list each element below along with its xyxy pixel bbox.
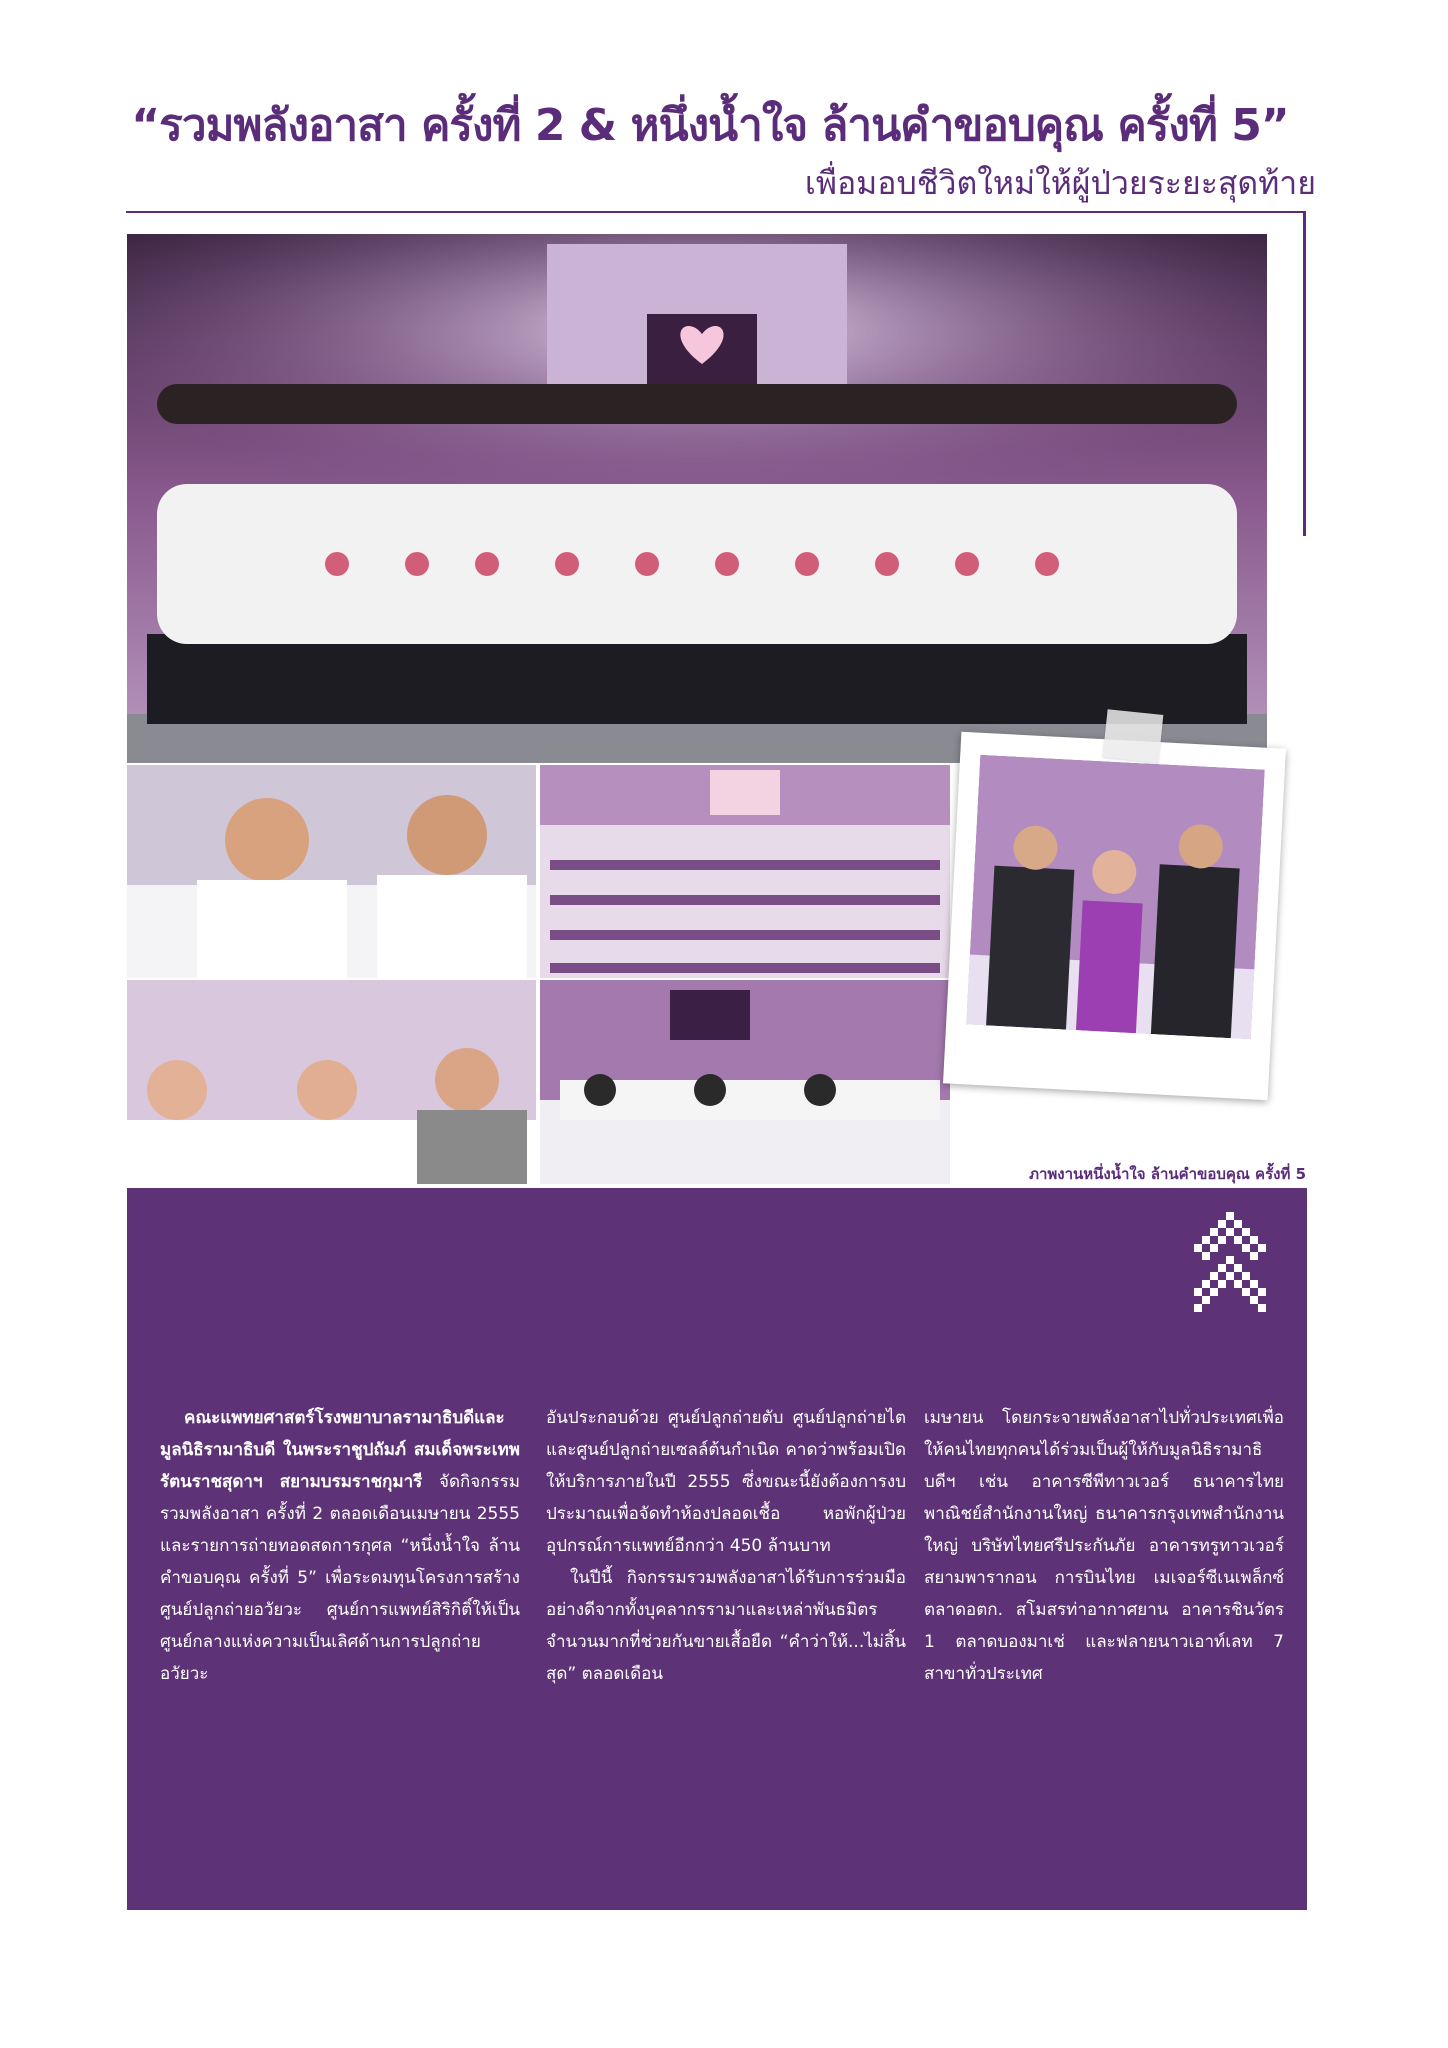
hosts-photo — [966, 755, 1265, 1040]
side-divider — [1303, 211, 1306, 536]
article-col2-paragraph-1: อันประกอบด้วย ศูนย์ปลูกถ่ายตับ ศูนย์ปลูกถ่ายไตและศูนย์ปลูกถ่ายเซลล์ต้นกำเนิด คาดว่าพร้อมเปิดให้บริการภายในปี 2555 ซึ่งขณะนี้ยังต้องการงบประมาณเพื่อจัดทำห้องปลอดเชื้อ หอพักผู้ป่วย อุปกรณ์การแพทย์อีกกว่า 450 ล้านบาท — [546, 1408, 906, 1556]
doctors-on-phone-photo — [127, 765, 536, 978]
page-title: “รวมพลังอาสา ครั้งที่ 2 & หนึ่งน้ำใจ ล้านคำขอบคุณ ครั้งที่ 5” — [131, 100, 1289, 151]
article-col3-paragraph-1: เมษายน โดยกระจายพลังอาสาไปทั่วประเทศเพื่อให้คนไทยทุกคนได้ร่วมเป็นผู้ให้กับมูลนิธิรามาธิบดีฯ เช่น อาคารซีพีทาวเวอร์ ธนาคารไทยพาณิชย์สำนักงานใหญ่ ธนาคารกรุงเทพสำนักงานใหญ่ บริษัทไทยศรีประกันภัย อาคารทรูทาวเวอร์ สยามพารากอน การบินไทย เมเจอร์ซีเนเพล็กซ์ ตลาดอตก. สโมสรท่าอากาศยาน อาคารชินวัตร 1 ตลาดบองมาเช่ และฟลายนาวเอาท์เลท 7 สาขาทั่วประเทศ — [924, 1408, 1284, 1684]
page-subtitle: เพื่อมอบชีวิตใหม่ให้ผู้ป่วยระยะสุดท้าย — [804, 164, 1316, 202]
polaroid-photo-frame — [943, 732, 1286, 1101]
article-col1-text: จัดกิจกรรมรวมพลังอาสา ครั้งที่ 2 ตลอดเดือนเมษายน 2555 และรายการถ่ายทอดสดการกุศล “หนึ่งน้ำใจ ล้านคำขอบคุณ ครั้งที่ 5” เพื่อระดมทุนโครงการสร้างศูนย์ปลูกถ่ายอวัยวะ ศูนย์การแพทย์สิริกิติ์ให้เป็นศูนย์กลางแห่งความเป็นเลิศด้านการปลูกถ่ายอวัยวะ — [160, 1472, 520, 1684]
article-lead: คณะแพทยศาสตร์โรงพยาบาลรามาธิบดีและมูลนิธิรามาธิบดี ในพระราชูปถัมภ์ สมเด็จพระเทพรัตนราชสุดาฯ สยามบรมราชกุมารี — [160, 1408, 520, 1492]
article-column-2 — [546, 1402, 906, 1690]
nurses-volunteers-photo — [127, 980, 536, 1184]
volunteers-at-desks-photo — [540, 980, 950, 1184]
title-divider — [126, 211, 1306, 213]
article-column-3 — [924, 1402, 1284, 1690]
tape-decoration — [1103, 709, 1164, 763]
phone-bank-hall-photo — [540, 765, 950, 978]
article-col2-paragraph-2: ในปีนี้ กิจกรรมรวมพลังอาสาได้รับการร่วมมืออย่างดีจากทั้งบุคลากรรามาและเหล่าพันธมิตรจำนวนมากที่ช่วยกันขายเสื้อยืด “คำว่าให้...ไม่สิ้นสุด” ตลอดเดือน — [546, 1568, 906, 1684]
group-photo — [127, 234, 1267, 763]
chevron-ornament-icon — [1190, 1212, 1270, 1316]
article-column-1 — [160, 1402, 520, 1690]
photo-caption: ภาพงานหนึ่งน้ำใจ ล้านคำขอบคุณ ครั้งที่ 5 — [1029, 1165, 1306, 1183]
